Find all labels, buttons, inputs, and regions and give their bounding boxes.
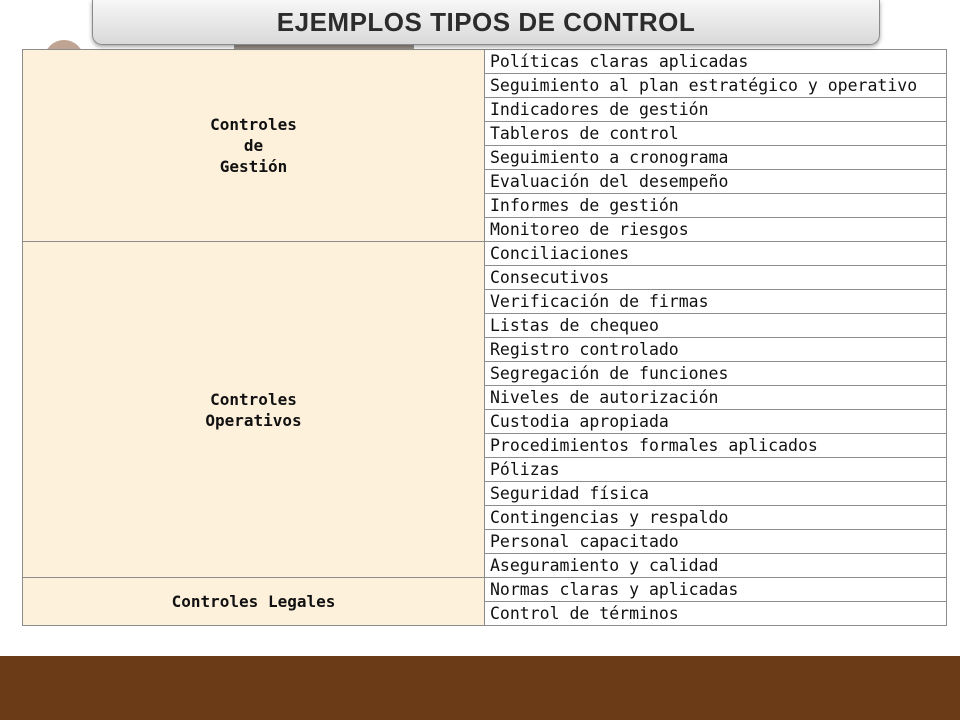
control-item: Verificación de firmas (485, 290, 947, 314)
category-label: Gestión (219, 157, 288, 176)
control-item: Tableros de control (485, 122, 947, 146)
table-row (23, 50, 947, 74)
control-item: Aseguramiento y calidad (485, 554, 947, 578)
control-item: Seguimiento al plan estratégico y operativo (485, 74, 947, 98)
category-label: Operativos (205, 410, 302, 430)
control-item: Seguridad física (485, 482, 947, 506)
control-types-table (22, 49, 947, 626)
control-item: Conciliaciones (485, 242, 947, 266)
control-item: Políticas claras aplicadas (485, 50, 947, 74)
category-cell (23, 50, 485, 242)
control-item: Evaluación del desempeño (485, 170, 947, 194)
control-item: Normas claras y aplicadas (485, 578, 947, 602)
control-item: Consecutivos (485, 266, 947, 290)
control-item: Registro controlado (485, 338, 947, 362)
control-item: Listas de chequeo (485, 314, 947, 338)
control-item: Control de términos (485, 602, 947, 626)
category-label: Controles (210, 115, 297, 134)
control-item: Personal capacitado (485, 530, 947, 554)
category-cell (23, 242, 485, 578)
control-item: Contingencias y respaldo (485, 506, 947, 530)
slide-title: EJEMPLOS TIPOS DE CONTROL (276, 6, 696, 37)
control-item: Pólizas (485, 458, 947, 482)
control-item: Indicadores de gestión (485, 98, 947, 122)
control-item: Seguimiento a cronograma (485, 146, 947, 170)
footer-band (0, 656, 960, 720)
control-item: Procedimientos formales aplicados (485, 434, 947, 458)
category-cell (23, 578, 485, 626)
table-row (23, 242, 947, 266)
table-row (23, 578, 947, 602)
category-label: Controles Legales (171, 592, 336, 611)
slide-title-box (92, 0, 880, 45)
control-item: Monitoreo de riesgos (485, 218, 947, 242)
category-label: Controles (210, 389, 297, 409)
control-item: Niveles de autorización (485, 386, 947, 410)
control-item: Segregación de funciones (485, 362, 947, 386)
category-label: de (243, 136, 264, 155)
control-item: Custodia apropiada (485, 410, 947, 434)
control-item: Informes de gestión (485, 194, 947, 218)
